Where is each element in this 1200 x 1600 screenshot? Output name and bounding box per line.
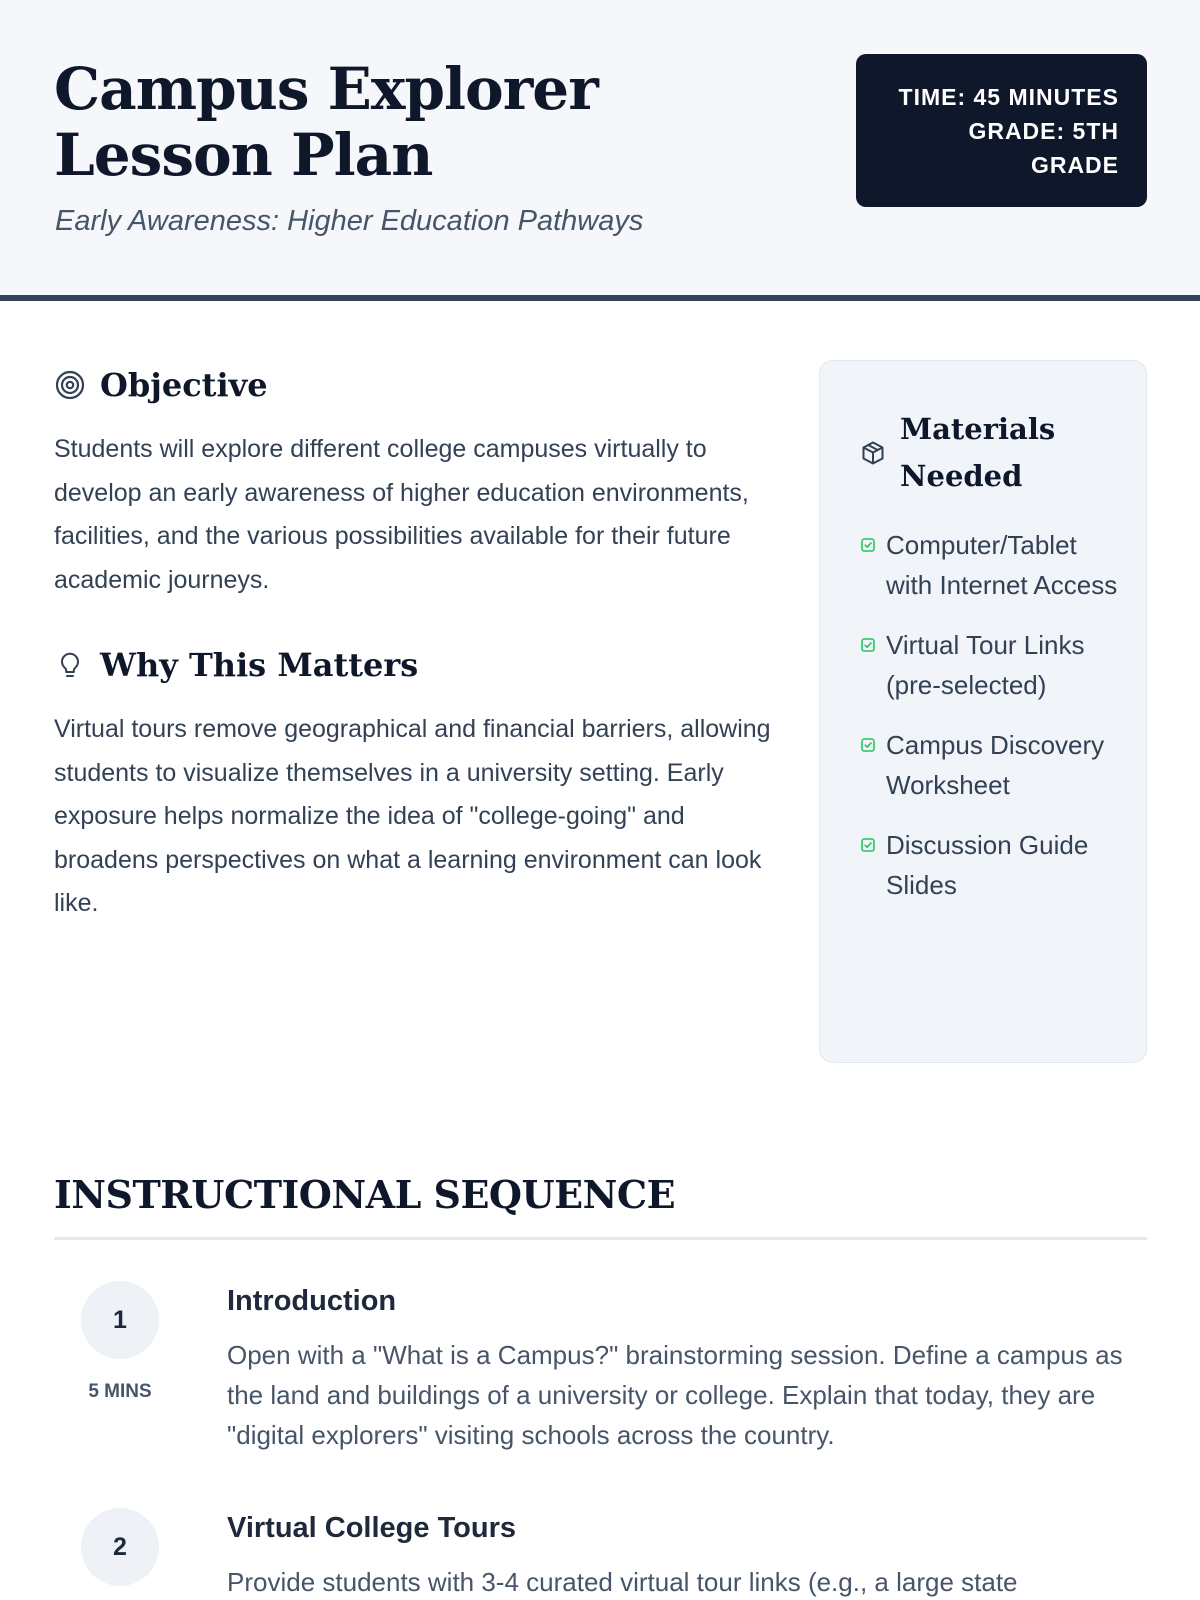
page-subtitle: Early Awareness: Higher Education Pathways xyxy=(55,205,644,237)
objective-heading xyxy=(54,366,268,404)
material-item xyxy=(860,725,1130,805)
box-icon xyxy=(860,440,886,466)
material-item xyxy=(860,525,1130,605)
step-title: Virtual College Tours xyxy=(227,1512,516,1544)
step-description: Provide students with 3-4 curated virtual tour links (e.g., a large state xyxy=(227,1567,1018,1597)
check-square-icon xyxy=(860,837,876,853)
sequence-heading: INSTRUCTIONAL SEQUENCE xyxy=(54,1172,676,1217)
materials-list xyxy=(860,525,1130,925)
step-description: Open with a "What is a Campus?" brainstorming session. Define a campus as the land and buildings of a university or college. Explain that today, they are "digital explorers" visiting schools across the country. xyxy=(227,1340,1123,1450)
check-square-icon xyxy=(860,537,876,553)
check-square-icon xyxy=(860,637,876,653)
material-item xyxy=(860,625,1130,705)
time-grade-badge xyxy=(856,54,1147,207)
badge-time: TIME: 45 MINUTES xyxy=(898,84,1119,110)
sequence-divider xyxy=(54,1237,1147,1240)
step-number: 2 xyxy=(81,1508,159,1586)
sequence-step xyxy=(0,1508,1200,1600)
target-icon xyxy=(54,369,86,401)
why-text: Virtual tours remove geographical and financial barriers, allowing students to visualize themselves in a university setting. Early exposure helps normalize the idea of "college-going" and broadens perspectives on what a learning environment can look like. xyxy=(54,715,771,917)
step-duration: 5 MINS xyxy=(88,1381,152,1402)
why-heading xyxy=(54,646,418,684)
check-square-icon xyxy=(860,737,876,753)
material-item-label: Campus Discovery Worksheet xyxy=(886,730,1105,800)
materials-heading-label: Materials Needed xyxy=(900,412,1056,493)
page-title: Campus Explorer Lesson Plan xyxy=(54,55,598,189)
why-heading-label: Why This Matters xyxy=(100,646,419,684)
objective-text: Students will explore different college campuses virtually to develop an early awareness of higher education environments, facilities, and the various possibilities available for their future academic journeys. xyxy=(54,435,749,594)
lightbulb-icon xyxy=(54,649,86,681)
material-item-label: Computer/Tablet with Internet Access xyxy=(886,530,1118,600)
header xyxy=(0,0,1200,301)
materials-heading xyxy=(860,406,1080,500)
objective-heading-label: Objective xyxy=(100,366,268,404)
material-item-label: Discussion Guide Slides xyxy=(886,830,1089,900)
material-item xyxy=(860,825,1130,905)
step-title: Introduction xyxy=(227,1285,397,1317)
material-item-label: Virtual Tour Links (pre-selected) xyxy=(886,630,1085,700)
step-number: 1 xyxy=(81,1281,159,1359)
materials-panel xyxy=(819,360,1147,1063)
sequence-step xyxy=(0,1281,1200,1471)
badge-grade: GRADE: 5TH GRADE xyxy=(968,118,1119,178)
